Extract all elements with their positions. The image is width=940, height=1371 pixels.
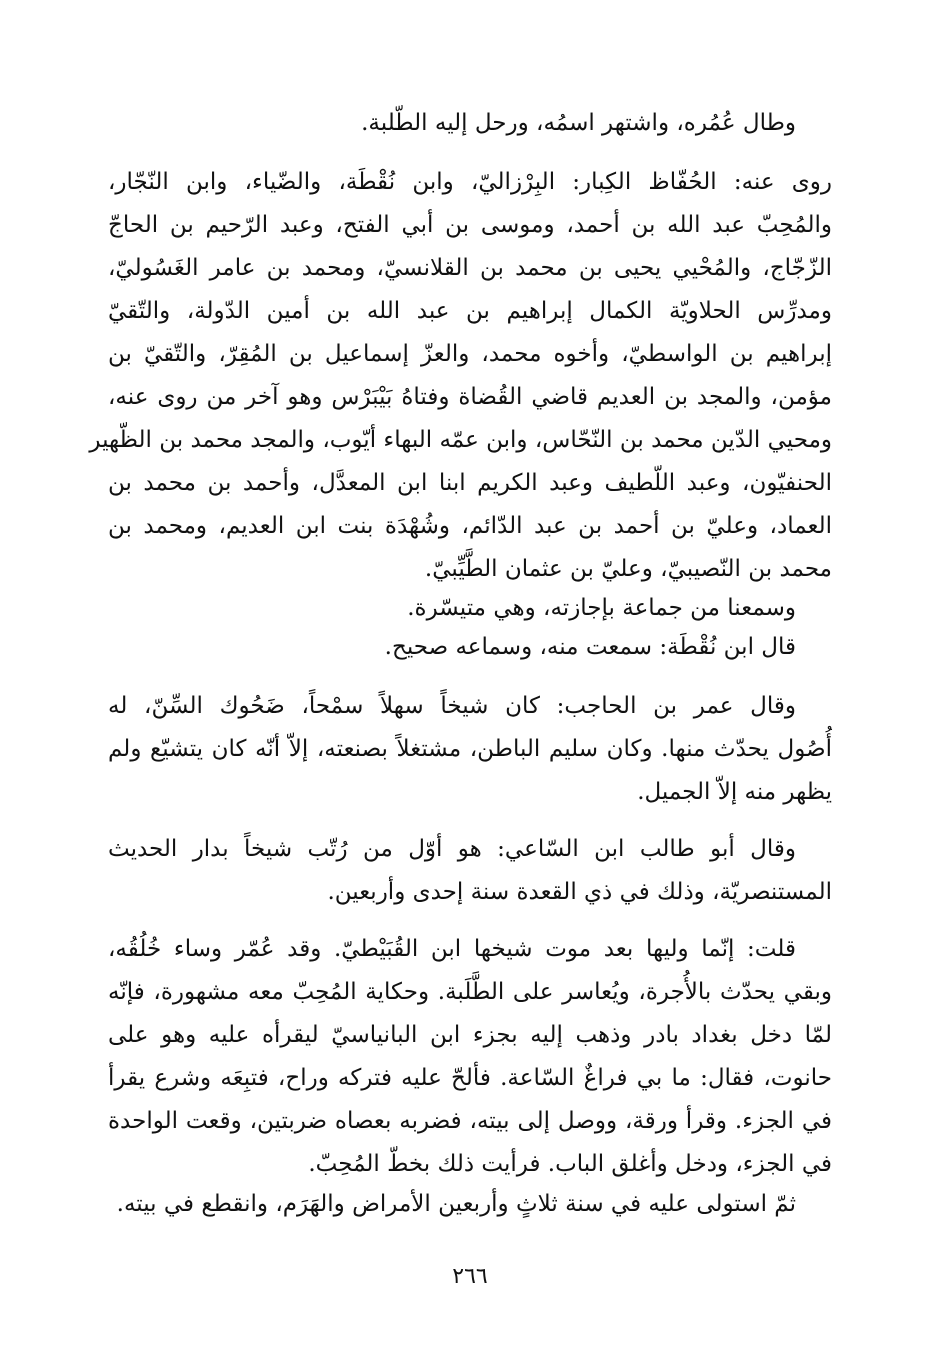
text-line: إبراهيم بن الواسطيّ، وأخوه محمد، والعزّ إسماعيل بن المُقِرّ، والتّقيّ بن <box>108 341 832 367</box>
text-line: وقال عمر بن الحاجب: كان شيخاً سهلاً سمْحاً، ضَحُوك السِّنّ، له <box>108 693 796 719</box>
text-line: المستنصريّة، وذلك في ذي القعدة سنة إحدى وأربعين. <box>327 879 832 905</box>
text-line: قال ابن نُقْطَة: سمعت منه، وسماعه صحيح. <box>384 634 796 660</box>
text-line: يظهر منه إلاّ الجميل. <box>637 779 832 805</box>
text-line: قلت: إنّما وليها بعد موت شيخها ابن القُبَيْطيّ. وقد عُمّر وساء خُلُقُه، <box>108 936 796 962</box>
text-line: أُصُول يحدّث منها. وكان سليم الباطن، مشتغلاً بصنعته، إلاّ أنّه كان يتشيّع ولم <box>108 736 832 762</box>
text-line: مؤمن، والمجد بن العديم قاضي القُضاة وفتاهُ بَيْبَرْس وهو آخر من روى عنه، <box>108 384 832 410</box>
text-line: محمد بن النّصيبيّ، وعليّ بن عثمان الطَّيِّبيّ. <box>424 556 832 582</box>
text-line: وطال عُمُره، واشتهر اسمُه، ورحل إليه الطّلبة. <box>361 110 796 136</box>
text-line: روى عنه: الحُفّاظ الكِبار: البِرْزاليّ، وابن نُقْطَة، والضّياء، وابن النّجّار، <box>108 169 832 195</box>
text-line: وبقي يحدّث بالأُجرة، ويُعاسر على الطَّلَبة. وحكاية المُحِبّ معه مشهورة، فإنّه <box>108 979 833 1005</box>
text-line: وقال أبو طالب ابن السّاعي: هو أوّل من رُتّب شيخاً بدار الحديث <box>108 836 796 862</box>
text-line: الحنفيّون، وعبد اللّطيف وعبد الكريم ابنا ابن المعدَّل، وأحمد بن محمد بن <box>108 470 832 496</box>
text-line: في الجزء، ودخل وأغلق الباب. فرأيت ذلك بخطّ المُحِبّ. <box>308 1151 832 1177</box>
text-line: في الجزء. وقرأ ورقة، ووصل إلى بيته، فضربه بعصاه ضربتين، وقعت الواحدة <box>108 1108 832 1134</box>
text-line: والمُحِبّ عبد الله بن أحمد، وموسى بن أبي الفتح، وعبد الرّحيم بن الحاجّ <box>108 212 832 238</box>
text-line: ثمّ استولى عليه في سنة ثلاثٍ وأربعين الأمراض والهَرَم، وانقطع في بيته. <box>116 1191 796 1217</box>
text-line: وسمعنا من جماعة بإجازته، وهي متيسّرة. <box>407 595 796 621</box>
text-line: لمّا دخل بغداد بادر وذهب إليه بجزء ابن البانياسيّ ليقرأه عليه وهو على <box>108 1022 832 1048</box>
text-line: الزّجّاج، والمُحْيي يحيى بن محمد بن القلانسيّ، ومحمد بن عامر الغَسُوليّ، <box>108 255 832 281</box>
text-line: ومحيي الدّين محمد بن النّحّاس، وابن عمّه البهاء أيّوب، والمجد محمد بن الظّهير <box>89 427 832 453</box>
text-line: العماد، وعليّ بن أحمد بن عبد الدّائم، وشُهْدَة بنت ابن العديم، ومحمد بن <box>108 513 832 539</box>
text-line: ومدرِّس الحلاويّة الكمال إبراهيم بن عبد الله بن أمين الدّولة، والتّقيّ <box>108 298 832 324</box>
page-number: ٢٦٦ <box>452 1264 488 1289</box>
text-line: حانوت، فقال: ما بي فراغٌ السّاعة. فألحّ عليه فتركه وراح، فتبِعَه وشرع يقرأ <box>108 1065 832 1091</box>
